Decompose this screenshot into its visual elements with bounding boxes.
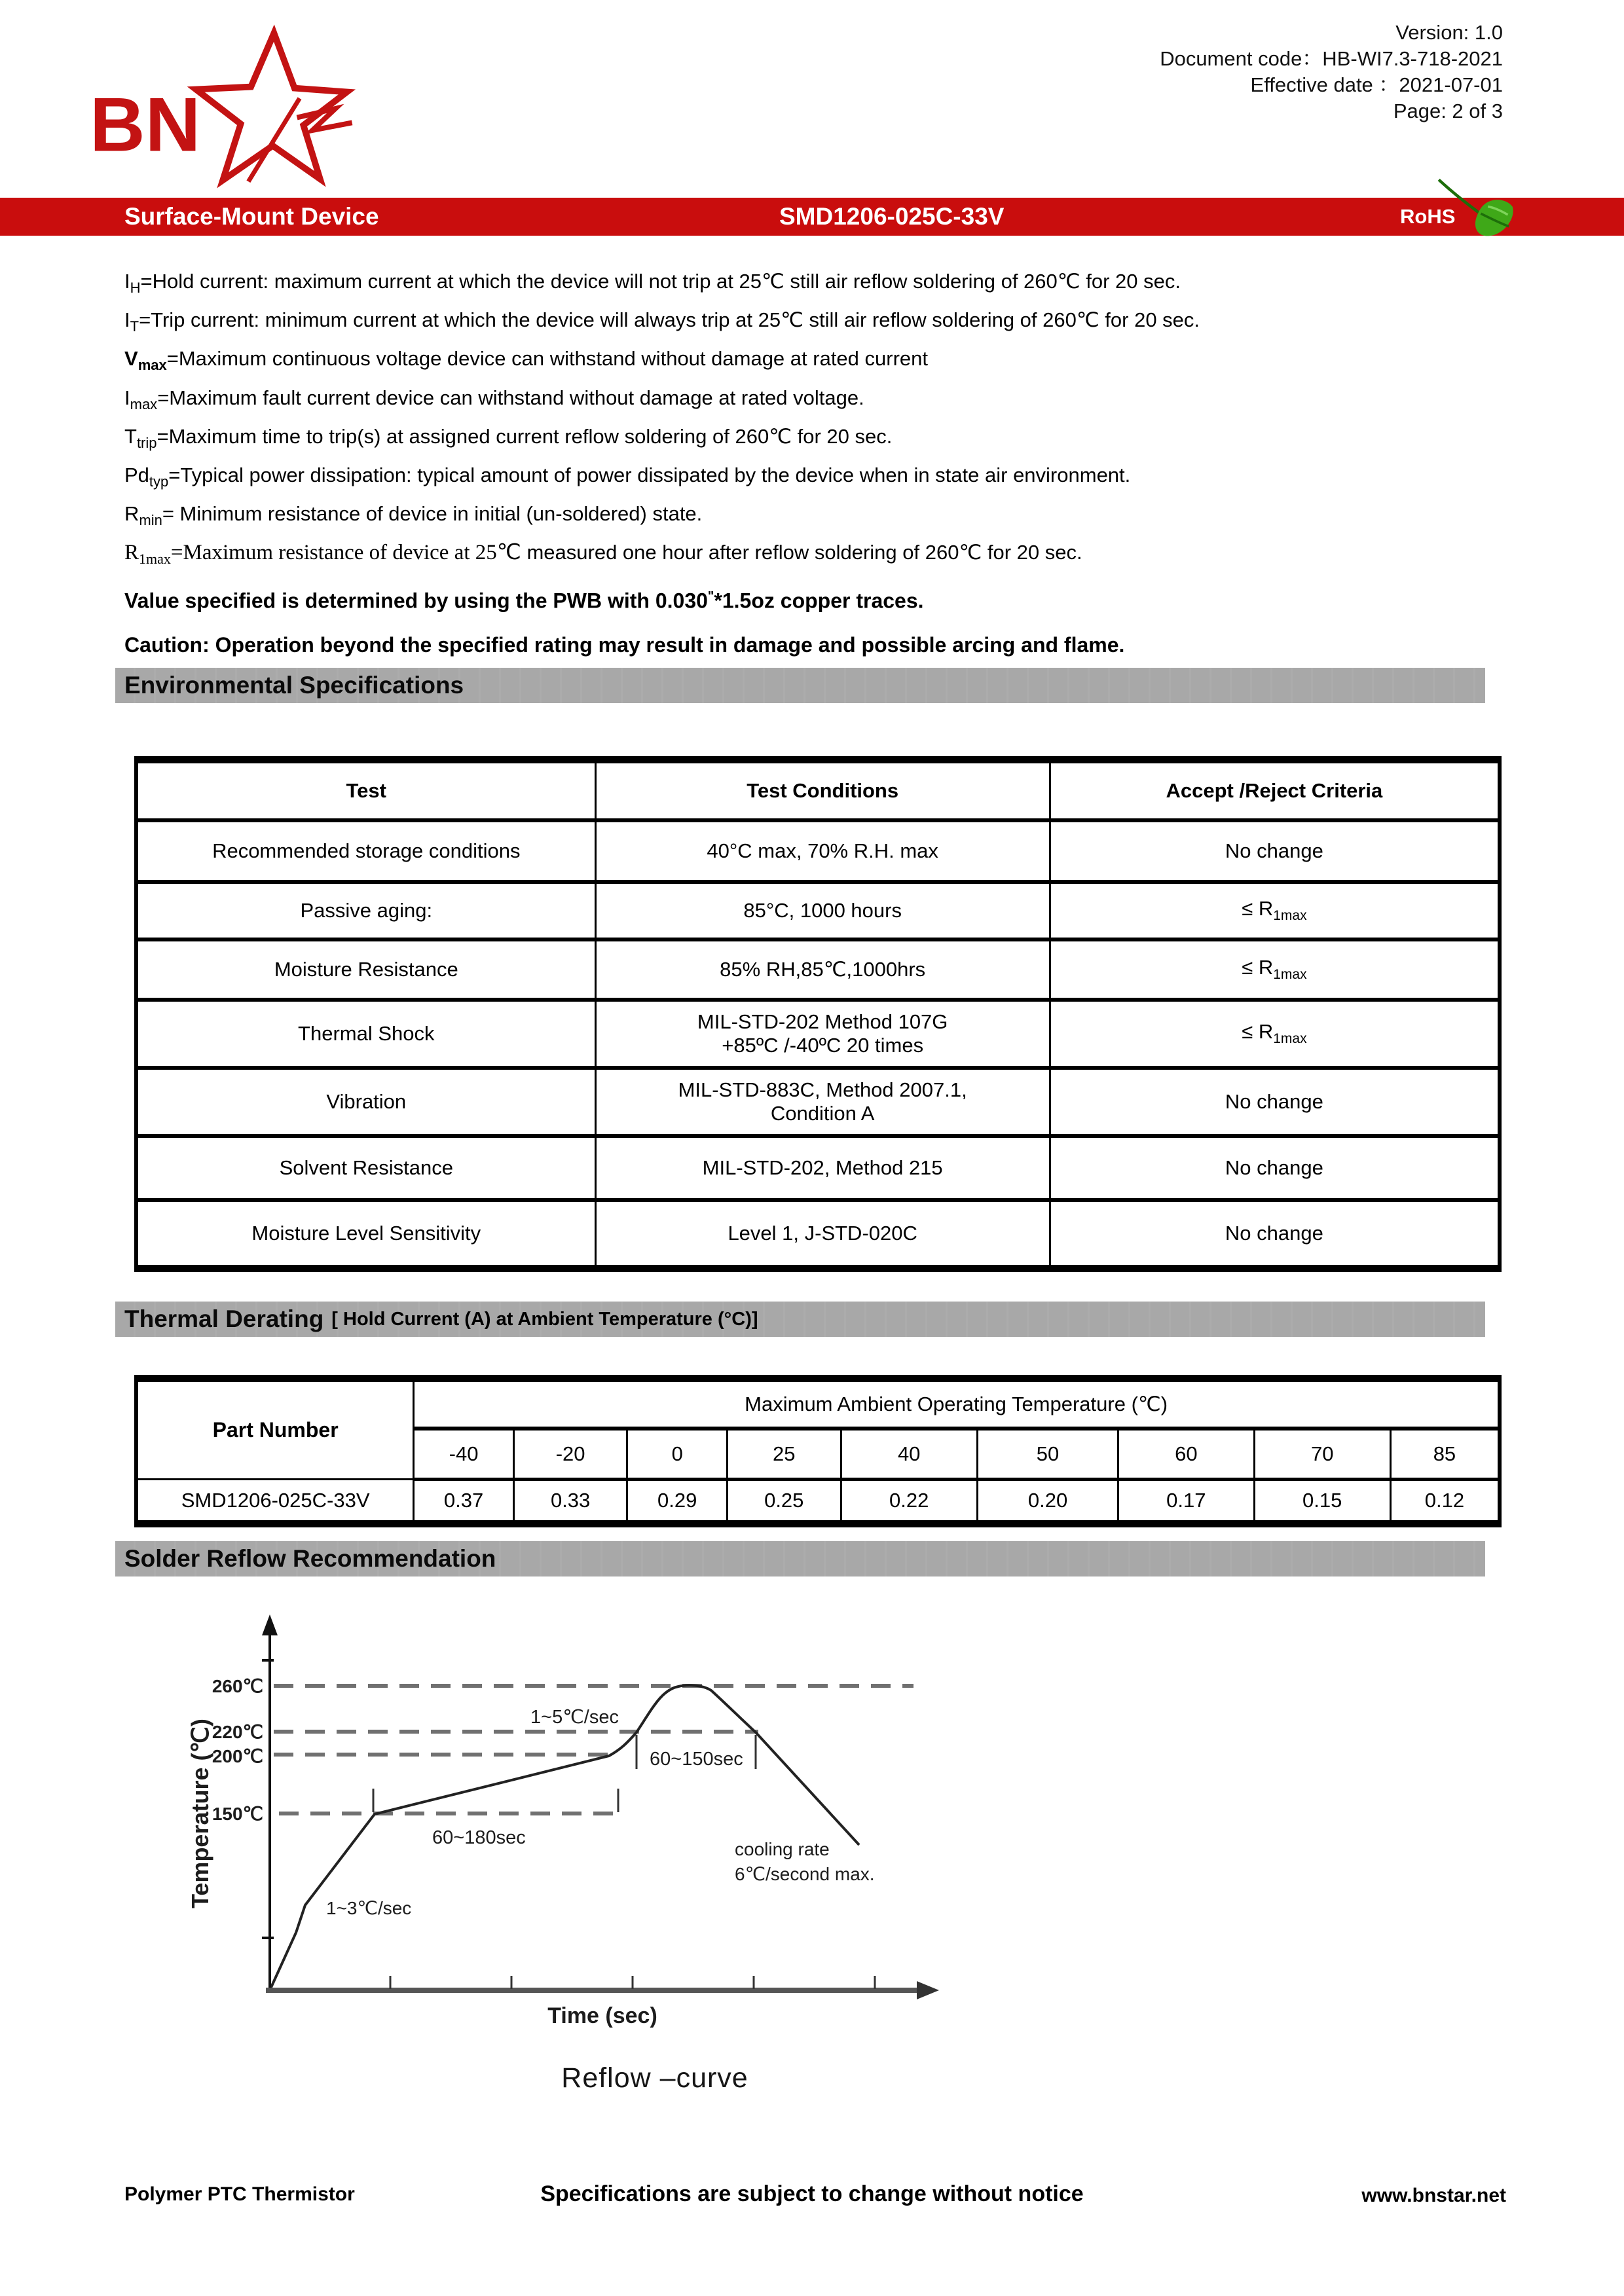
test-cell: Thermal Shock xyxy=(136,1000,595,1068)
section-title: Thermal Derating xyxy=(124,1305,324,1332)
test-cell: Vibration xyxy=(136,1068,595,1136)
table-row xyxy=(136,820,1500,882)
env-col-conditions: Test Conditions xyxy=(595,760,1050,821)
part-number-header: Part Number xyxy=(136,1379,414,1480)
section-title: Solder Reflow Recommendation xyxy=(124,1545,496,1572)
caution-note: Caution: Operation beyond the specified rating may result in damage and possible arcing and flame. xyxy=(124,633,1125,657)
section-title: Environmental Specifications xyxy=(124,672,464,699)
logo-star-icon xyxy=(196,33,352,182)
section-bar-environmental xyxy=(115,668,1485,703)
env-col-test: Test xyxy=(136,760,595,821)
ytick-150: 150℃ xyxy=(212,1804,263,1824)
definition-imax: $I_{max}=Maximum$ fault current device can withstand without damage at rated voltage. xyxy=(124,386,864,412)
definition-ttrip: $T_{trip}=Maximum$ time to trip(s) at assigned current reflow soldering of 260℃ for 20 sec. xyxy=(124,424,893,451)
table-row xyxy=(136,939,1500,1000)
y-axis xyxy=(262,1614,278,1993)
criteria-cell: No change xyxy=(1050,1200,1500,1269)
test-cell: Passive aging: xyxy=(136,882,595,939)
ytick-220: 220℃ xyxy=(212,1722,263,1742)
test-cell: Moisture Level Sensitivity xyxy=(136,1200,595,1269)
ytick-260: 260℃ xyxy=(212,1676,263,1696)
conditions-cell: MIL-STD-202 Method 107G +85ºC /-40ºC 20 times xyxy=(595,1000,1050,1068)
hold-current-cell: 0.37 xyxy=(414,1480,514,1524)
definition-pdtyp: $Pd_{typ}=Typical$ power dissipation: typical amount of power dissipated by the device when in state air environment. xyxy=(124,463,1131,490)
temp-header-cell: 70 xyxy=(1254,1429,1390,1480)
test-cell: Moisture Resistance xyxy=(136,939,595,1000)
conditions-cell: Level 1, J-STD-020C xyxy=(595,1200,1050,1269)
footer-product-type: Polymer PTC Thermistor xyxy=(124,2183,355,2205)
section-bar-thermal-derating xyxy=(115,1302,1485,1337)
table-row xyxy=(136,1000,1500,1068)
temp-header-cell: -40 xyxy=(414,1429,514,1480)
annotation-preheat-rate: 1~3℃/sec xyxy=(326,1898,412,1918)
table-row xyxy=(136,1068,1500,1136)
section-subtitle: [ Hold Current (A) at Ambient Temperature (°C)] xyxy=(331,1308,758,1330)
hold-current-cell: 0.20 xyxy=(977,1480,1118,1524)
criteria-cell: No change xyxy=(1050,820,1500,882)
derating-span-row xyxy=(136,1379,1500,1429)
definition-r1max: $R_{1max}=Maximum$ resistance of device at 25℃ measured one hour after reflow soldering of 260℃ for 20 sec. xyxy=(124,541,1082,568)
criteria-cell: No change xyxy=(1050,1068,1500,1136)
soak-interval-markers xyxy=(373,1789,618,1812)
document-info xyxy=(1160,20,1503,124)
time-axis-label: Time (sec) xyxy=(547,2003,657,2028)
part-number-cell: SMD1206-025C-33V xyxy=(136,1480,414,1524)
part-number-label: SMD1206-025C-33V xyxy=(779,203,1005,230)
hold-current-cell: 0.12 xyxy=(1390,1480,1500,1524)
conditions-cell: MIL-STD-883C, Method 2007.1, Condition A xyxy=(595,1068,1050,1136)
document-code-line: Document code：HB-WI7.3-718-2021 xyxy=(1160,47,1503,70)
annotation-soak-time: 60~180sec xyxy=(432,1827,526,1848)
hold-current-cell: 0.17 xyxy=(1118,1480,1254,1524)
test-cell: Recommended storage conditions xyxy=(136,820,595,882)
conditions-cell: 85°C, 1000 hours xyxy=(595,882,1050,939)
env-header-row xyxy=(136,760,1500,821)
table-row xyxy=(136,1136,1500,1200)
x-axis xyxy=(266,1976,939,1999)
annotation-cooling-rate-2: 6℃/second max. xyxy=(735,1864,875,1884)
annotation-reflow-time: 60~150sec xyxy=(650,1749,743,1770)
criteria-cell: ≤ $R_{1max}$ xyxy=(1050,939,1500,1000)
criteria-cell: ≤ $R_{1max}$ xyxy=(1050,1000,1500,1068)
temp-header-cell: 85 xyxy=(1390,1429,1500,1480)
conditions-cell: 40°C max, 70% R.H. max xyxy=(595,820,1050,882)
hold-current-cell: 0.29 xyxy=(627,1480,728,1524)
reflow-chart xyxy=(151,1597,1002,2036)
conditions-cell: 85% RH,85℃,1000hrs xyxy=(595,939,1050,1000)
hold-current-cell: 0.33 xyxy=(513,1480,627,1524)
product-family-label: Surface-Mount Device xyxy=(124,203,379,230)
definition-trip-current: $I_T=Trip$ current: minimum current at which the device will always trip at 25℃ still air reflow soldering of 260℃ for 20 sec. xyxy=(124,308,1200,335)
version-line: Version: 1.0 xyxy=(1395,21,1503,44)
table-row xyxy=(136,882,1500,939)
definition-hold-current: $I_H=Hold$ current: maximum current at which the device will not trip at 25℃ still air reflow soldering of 260℃ for 20 sec. xyxy=(124,270,1181,297)
section-bar-solder-reflow xyxy=(115,1541,1485,1576)
environmental-table xyxy=(134,756,1502,1272)
definition-vmax: $V_{max}=Maximum$ continuous voltage device can withstand without damage at rated current xyxy=(124,347,929,374)
annotation-cooling-rate-1: cooling rate xyxy=(735,1839,830,1859)
temperature-span-header: Maximum Ambient Operating Temperature (℃) xyxy=(414,1379,1500,1429)
conditions-cell: MIL-STD-202, Method 215 xyxy=(595,1136,1050,1200)
table-row xyxy=(136,1200,1500,1269)
rohs-badge: RoHS xyxy=(1400,205,1456,228)
temp-header-cell: 0 xyxy=(627,1429,728,1480)
reflow-caption: Reflow –curve xyxy=(561,2062,748,2094)
footer-disclaimer: Specifications are subject to change without notice xyxy=(540,2181,1084,2206)
effective-date-line: Effective date ：2021-07-01 xyxy=(1250,73,1503,96)
annotation-ramp-rate: 1~5℃/sec xyxy=(530,1707,619,1728)
ytick-200: 200℃ xyxy=(212,1746,263,1766)
definition-rmin: $R_{min}=$ Minimum resistance of device in initial (un-soldered) state. xyxy=(124,502,703,529)
hold-current-cell: 0.25 xyxy=(728,1480,841,1524)
temp-header-cell: 25 xyxy=(728,1429,841,1480)
env-col-criteria: Accept /Reject Criteria xyxy=(1050,760,1500,821)
criteria-cell: ≤ $R_{1max}$ xyxy=(1050,882,1500,939)
temp-header-cell: 60 xyxy=(1118,1429,1254,1480)
temp-header-cell: 40 xyxy=(841,1429,977,1480)
criteria-cell: No change xyxy=(1050,1136,1500,1200)
temp-header-cell: -20 xyxy=(513,1429,627,1480)
footer-website: www.bnstar.net xyxy=(1361,2185,1506,2206)
logo-text: BN xyxy=(89,81,201,168)
leaf-icon xyxy=(1434,177,1516,242)
definitions-list xyxy=(124,270,1513,665)
hold-current-cell: 0.22 xyxy=(841,1480,977,1524)
page-number-line: Page: 2 of 3 xyxy=(1393,100,1503,122)
derating-table xyxy=(134,1375,1502,1527)
test-cell: Solvent Resistance xyxy=(136,1136,595,1200)
temp-header-cell: 50 xyxy=(977,1429,1118,1480)
pwb-value-note: Value specified is determined by using the PWB with 0.030"*1.5oz copper traces. xyxy=(124,589,924,613)
temperature-axis-label: Temperature (℃) xyxy=(187,1719,213,1908)
bn-star-logo xyxy=(88,20,370,190)
derating-value-row xyxy=(136,1480,1500,1524)
title-banner xyxy=(0,198,1624,236)
hold-current-cell: 0.15 xyxy=(1254,1480,1390,1524)
